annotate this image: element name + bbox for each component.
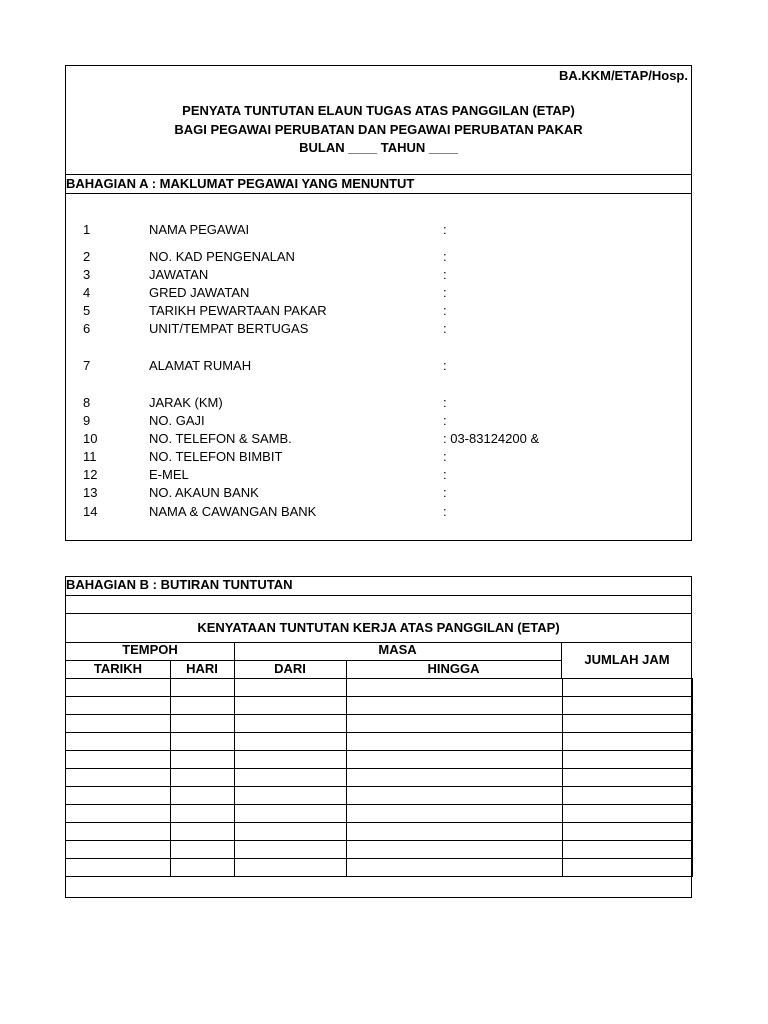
field-label: JAWATAN	[149, 267, 209, 282]
dari-cell[interactable]	[235, 715, 347, 733]
hari-cell[interactable]	[171, 805, 235, 823]
field-label: ALAMAT RUMAH	[149, 358, 252, 373]
hari-cell[interactable]	[171, 841, 235, 859]
field-label: TARIKH PEWARTAAN PAKAR	[149, 303, 327, 318]
dari-cell[interactable]	[235, 751, 347, 769]
section-a-heading: BAHAGIAN A : MAKLUMAT PEGAWAI YANG MENUNTUT	[66, 176, 415, 191]
field-number: 11	[83, 449, 97, 464]
jumlah-jam-cell[interactable]	[563, 733, 693, 751]
field-number: 1	[83, 222, 91, 237]
field-label: NO. GAJI	[149, 413, 205, 428]
hari-cell[interactable]	[171, 697, 235, 715]
header-masa: MASA	[378, 642, 417, 657]
jumlah-jam-cell[interactable]	[563, 805, 693, 823]
field-row-alamat-rumah	[66, 358, 691, 374]
tarikh-cell[interactable]	[66, 859, 171, 877]
title-line-2: BAGI PEGAWAI PERUBATAN DAN PEGAWAI PERUBATAN PAKAR	[174, 122, 583, 137]
field-number: 10	[83, 431, 98, 446]
field-number: 3	[83, 267, 91, 282]
field-value[interactable]: :	[443, 485, 447, 500]
field-number: 2	[83, 249, 91, 264]
dari-cell[interactable]	[235, 787, 347, 805]
field-row-gred-jawatan	[66, 285, 691, 301]
section-b-box	[65, 576, 692, 898]
divider	[561, 642, 562, 678]
field-label: UNIT/TEMPAT BERTUGAS	[149, 321, 309, 336]
field-value[interactable]: :	[443, 413, 447, 428]
jumlah-jam-cell[interactable]	[563, 715, 693, 733]
table-row	[66, 769, 693, 787]
field-row-tarikh-pewartaan	[66, 303, 691, 319]
tarikh-cell[interactable]	[66, 823, 171, 841]
field-value[interactable]: :	[443, 504, 447, 519]
field-row-cawangan-bank	[66, 504, 691, 520]
field-row-telefon-bimbit	[66, 449, 691, 465]
header-tempoh: TEMPOH	[122, 642, 178, 657]
field-label: E-MEL	[149, 467, 189, 482]
field-number: 13	[83, 485, 98, 500]
column-header-dari: DARI	[274, 661, 306, 676]
divider	[66, 174, 691, 175]
table-row	[66, 715, 693, 733]
field-label: NO. TELEFON & SAMB.	[149, 431, 292, 446]
field-row-e-mel	[66, 467, 691, 483]
hingga-cell[interactable]	[347, 805, 563, 823]
field-row-akaun-bank	[66, 485, 691, 501]
divider	[66, 613, 691, 614]
hingga-cell[interactable]	[347, 697, 563, 715]
dari-cell[interactable]	[235, 823, 347, 841]
jumlah-jam-cell[interactable]	[563, 697, 693, 715]
field-number: 12	[83, 467, 98, 482]
claim-entry-table	[65, 678, 693, 877]
tarikh-cell[interactable]	[66, 679, 171, 697]
dari-cell[interactable]	[235, 769, 347, 787]
jumlah-jam-cell[interactable]	[563, 769, 693, 787]
table-row	[66, 841, 693, 859]
field-value[interactable]: :	[443, 449, 447, 464]
field-value[interactable]: :	[443, 267, 447, 282]
tarikh-cell[interactable]	[66, 769, 171, 787]
field-row-no-gaji	[66, 413, 691, 429]
field-row-kad-pengenalan	[66, 249, 691, 265]
hari-cell[interactable]	[171, 787, 235, 805]
field-row-nama-pegawai	[66, 222, 691, 238]
jumlah-jam-cell[interactable]	[563, 841, 693, 859]
dari-cell[interactable]	[235, 679, 347, 697]
hingga-cell[interactable]	[347, 733, 563, 751]
field-value[interactable]: :	[443, 303, 447, 318]
field-value[interactable]: :	[443, 467, 447, 482]
hingga-cell[interactable]	[347, 859, 563, 877]
field-value[interactable]: :	[443, 285, 447, 300]
field-value[interactable]: : 03-83124200 &	[443, 431, 540, 446]
tarikh-cell[interactable]	[66, 841, 171, 859]
field-value[interactable]: :	[443, 222, 447, 237]
dari-cell[interactable]	[235, 841, 347, 859]
tarikh-cell[interactable]	[66, 697, 171, 715]
jumlah-jam-cell[interactable]	[563, 751, 693, 769]
section-b-heading: BAHAGIAN B : BUTIRAN TUNTUTAN	[66, 577, 293, 592]
tarikh-cell[interactable]	[66, 787, 171, 805]
table-row	[66, 805, 693, 823]
field-value[interactable]: :	[443, 395, 447, 410]
divider	[66, 193, 691, 194]
hari-cell[interactable]	[171, 823, 235, 841]
header-jumlah-jam: JUMLAH JAM	[584, 652, 670, 667]
field-row-jawatan	[66, 267, 691, 283]
hingga-cell[interactable]	[347, 679, 563, 697]
table-row	[66, 751, 693, 769]
column-header-hari: HARI	[186, 661, 218, 676]
jumlah-jam-cell[interactable]	[563, 859, 693, 877]
table-row	[66, 733, 693, 751]
divider	[66, 595, 691, 596]
field-number: 9	[83, 413, 91, 428]
tarikh-cell[interactable]	[66, 805, 171, 823]
field-row-jarak	[66, 395, 691, 411]
field-number: 8	[83, 395, 91, 410]
table-row	[66, 823, 693, 841]
tarikh-cell[interactable]	[66, 715, 171, 733]
field-value[interactable]: :	[443, 321, 447, 336]
field-row-unit-tempat	[66, 321, 691, 337]
hari-cell[interactable]	[171, 859, 235, 877]
table-row	[66, 697, 693, 715]
column-header-hingga: HINGGA	[427, 661, 480, 676]
field-number: 5	[83, 303, 91, 318]
table-row	[66, 787, 693, 805]
jumlah-jam-cell[interactable]	[563, 679, 693, 697]
field-value[interactable]: :	[443, 358, 447, 373]
claim-table-title: KENYATAAN TUNTUTAN KERJA ATAS PANGGILAN (ETAP)	[197, 620, 560, 635]
dari-cell[interactable]	[235, 697, 347, 715]
hari-cell[interactable]	[171, 715, 235, 733]
title-line-1: PENYATA TUNTUTAN ELAUN TUGAS ATAS PANGGILAN (ETAP)	[182, 103, 575, 118]
jumlah-jam-cell[interactable]	[563, 823, 693, 841]
hari-cell[interactable]	[171, 769, 235, 787]
hingga-cell[interactable]	[347, 751, 563, 769]
hingga-cell[interactable]	[347, 715, 563, 733]
field-label: NAMA PEGAWAI	[149, 222, 250, 237]
tarikh-cell[interactable]	[66, 733, 171, 751]
hari-cell[interactable]	[171, 679, 235, 697]
column-header-tarikh: TARIKH	[93, 661, 143, 676]
field-number: 14	[83, 504, 98, 519]
field-value[interactable]: :	[443, 249, 447, 264]
hari-cell[interactable]	[171, 733, 235, 751]
jumlah-jam-cell[interactable]	[563, 787, 693, 805]
hingga-cell[interactable]	[347, 787, 563, 805]
hingga-cell[interactable]	[347, 823, 563, 841]
dari-cell[interactable]	[235, 805, 347, 823]
tarikh-cell[interactable]	[66, 751, 171, 769]
title-line-3-month-year: BULAN ____ TAHUN ____	[299, 140, 458, 155]
hingga-cell[interactable]	[347, 841, 563, 859]
table-row	[66, 679, 693, 697]
hari-cell[interactable]	[171, 751, 235, 769]
field-label: NO. KAD PENGENALAN	[149, 249, 295, 264]
hingga-cell[interactable]	[347, 769, 563, 787]
field-row-telefon-samb	[66, 431, 691, 447]
field-number: 4	[83, 285, 91, 300]
section-a-box	[65, 65, 692, 541]
dari-cell[interactable]	[235, 733, 347, 751]
field-label: JARAK (KM)	[149, 395, 223, 410]
dari-cell[interactable]	[235, 859, 347, 877]
field-label: NO. AKAUN BANK	[149, 485, 259, 500]
field-label: GRED JAWATAN	[149, 285, 250, 300]
document-code: BA.KKM/ETAP/Hosp.	[558, 68, 688, 83]
field-label: NO. TELEFON BIMBIT	[149, 449, 283, 464]
table-row	[66, 859, 693, 877]
field-number: 7	[83, 358, 91, 373]
field-number: 6	[83, 321, 91, 336]
field-label: NAMA & CAWANGAN BANK	[149, 504, 317, 519]
